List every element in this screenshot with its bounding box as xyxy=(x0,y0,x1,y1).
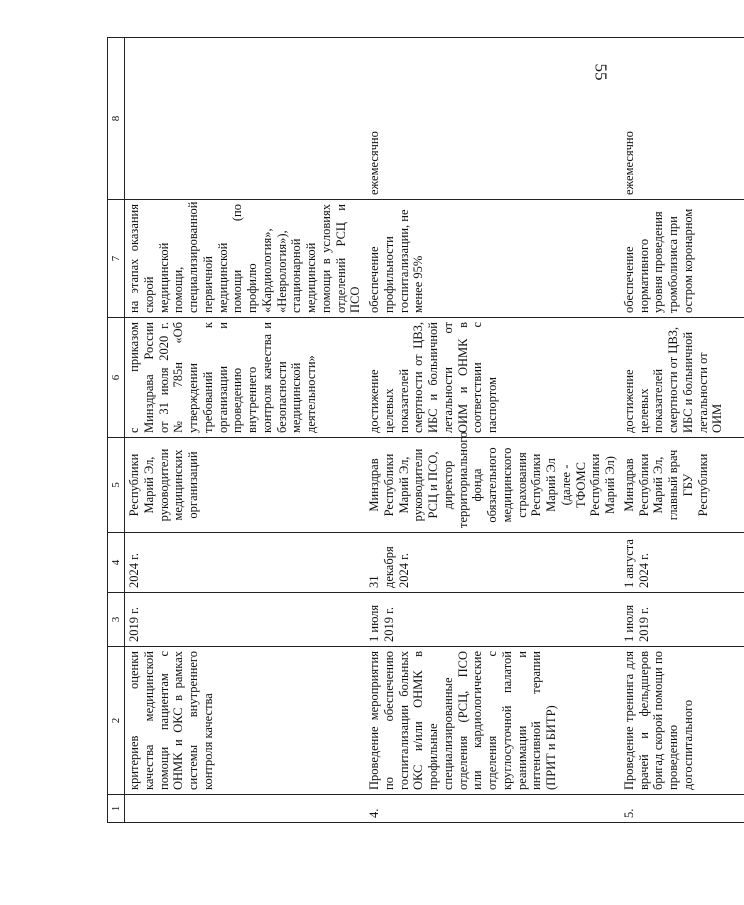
periodicity-cell: ежемесячно xyxy=(365,38,620,200)
result-cell: с приказом Минздрава России от 31 июля 2020 г. № 785н «Об утверждении требований к организации и проведению внутреннего контроля качества и безопасности медицинской деятельности» xyxy=(125,318,366,438)
start-date-cell: 2019 г. xyxy=(125,593,366,647)
end-date-cell: 1 августа 2024 г. xyxy=(620,533,744,593)
row-number: 5. xyxy=(620,795,744,823)
row-number: 4. xyxy=(365,795,620,823)
result-cell: достижение целевых показателей смертности от ЦВЗ, ИБС и больничной летальности от ОИМ xyxy=(620,318,744,438)
end-date-cell: 31 декабря 2024 г. xyxy=(365,533,620,593)
column-header-7: 7 xyxy=(108,200,125,318)
column-header-8: 8 xyxy=(108,38,125,200)
end-date-cell: 2024 г. xyxy=(125,533,366,593)
measure-cell: Проведение тренинга для врачей и фельдшеров бригад скорой помощи по проведению догоспитального xyxy=(620,647,744,795)
measures-table xyxy=(107,37,744,823)
responsible-cell: Республики Марий Эл, руководители медицинских организаций xyxy=(125,438,366,533)
start-date-cell: 1 июля 2019 г. xyxy=(620,593,744,647)
column-number-header-row xyxy=(108,38,125,823)
start-date-cell: 1 июля 2019 г. xyxy=(365,593,620,647)
periodicity-cell xyxy=(125,38,366,200)
table-row-continuation xyxy=(125,38,366,823)
column-header-5: 5 xyxy=(108,438,125,533)
responsible-cell: Минздрав Республики Марий Эл, главный врач ГБУ Республики xyxy=(620,438,744,533)
periodicity-cell: ежемесячно xyxy=(620,38,744,200)
column-header-4: 4 xyxy=(108,533,125,593)
page-number: 55 xyxy=(591,63,611,81)
table-row-4 xyxy=(365,38,620,823)
measure-cell: Проведение мероприятия по обеспечению госпитализации больных ОКС и/или ОНМК в профильные специализированные отделения (РСЦ, ПСО или кардиологические отделения с круглосуточной палатой реанимации и интенсивной терапии (ПРИТ и БИТР) xyxy=(365,647,620,795)
responsible-cell: Минздрав Республики Марий Эл, руководители РСЦ и ПСО, директор территориального фонда обязательного медицинского страхования Республики Марий Эл (далее - ТФОМС Республики Марий Эл) xyxy=(365,438,620,533)
indicator-cell: на этапах оказания скорой медицинской помощи, специализированной первичной медицинской помощи (по профилю «Кардиология», «Неврология»), стационарной медицинской помощи в условиях отделений РСЦ и ПСО xyxy=(125,200,366,318)
column-header-2: 2 xyxy=(108,647,125,795)
indicator-cell: обеспечение профильности госпитализации, не менее 95% xyxy=(365,200,620,318)
column-header-1: 1 xyxy=(108,795,125,823)
column-header-3: 3 xyxy=(108,593,125,647)
measure-cell: критериев оценки качества медицинской помощи пациентам с ОНМК и ОКС в рамках системы внутреннего контроля качества xyxy=(125,647,366,795)
row-number xyxy=(125,795,366,823)
indicator-cell: обеспечение нормативного уровня проведения тромболизиса при остром коронарном xyxy=(620,200,744,318)
column-header-6: 6 xyxy=(108,318,125,438)
result-cell: достижение целевых показателей смертности от ЦВЗ, ИБС и больничной летальности от ОИМ и ОНМК в соответствии с паспортом xyxy=(365,318,620,438)
table-row-5 xyxy=(620,38,744,823)
